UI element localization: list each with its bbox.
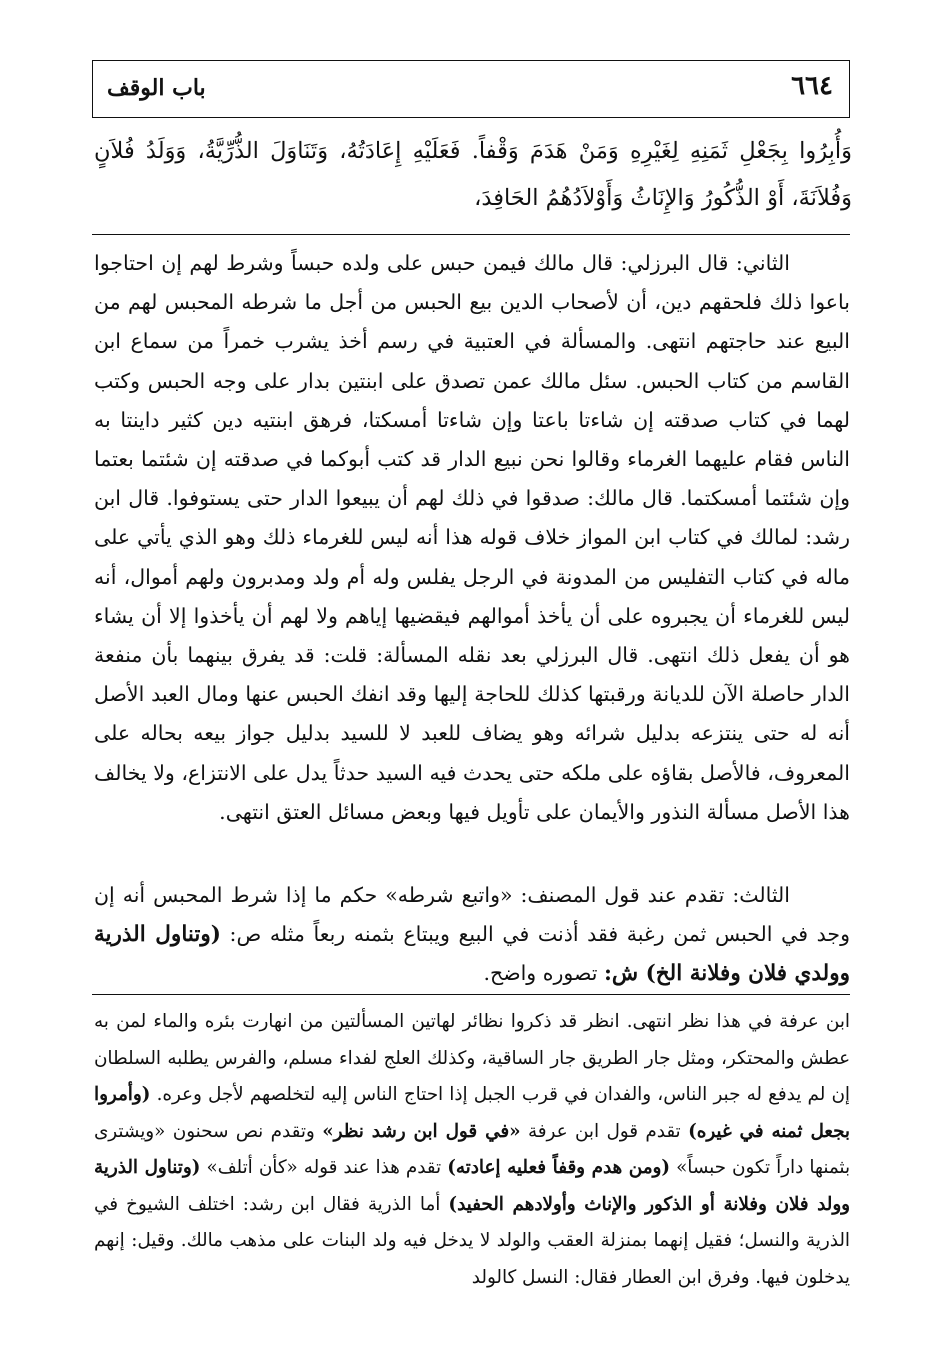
footnote-text-1: ابن عرفة في هذا نظر انتهى. انظر قد ذكروا نظائر لهاتين المسألتين من انهارت بئره والماء لمن به عطش والمحتكر، ومثل جار الطريق جار الساقية، وكذلك العلج لفداء مسلم، والفرس يطلبه السلطان إن لم يدفع له جبر الناس، والفدان في قرب الجبل إذا احتاج الناس إليه لتخلصهم لأجل وعره. (94, 1011, 850, 1105)
third-end: تصوره واضح. (483, 961, 598, 986)
footnote-bold-4: (وتناول الذرية وولد فلان وفلانة أو الذكور والإناث وأولادهم الحفيد) (94, 1157, 850, 1215)
sharh-second (94, 244, 850, 832)
footnote-text-2: تقدم قول ابن عرفة (527, 1120, 681, 1142)
page-number: ٦٦٤ (791, 71, 833, 101)
footnote-divider (92, 994, 850, 995)
footnote-text-5: أما الذرية فقال ابن رشد: اختلف الشيوخ في الذرية والنسل؛ فقيل إنهما بمنزلة العقب والولد لا يدخل فيه ولد البنات على مذهب مالك. وقيل: إنهم يدخلون فيها. وفرق ابن العطار فقال: النسل كالولد (94, 1193, 850, 1288)
footnote-bold-2: «في قول ابن رشد نظر» (322, 1120, 521, 1142)
sharh-third (94, 876, 850, 994)
page-header (92, 60, 850, 118)
chapter-title: باب الوقف (107, 75, 206, 101)
footnote-bold-3: (ومن هدم وقفاً فعليه إعادته) (447, 1157, 670, 1178)
third-bold: (وتناول الذرية وولدي فلان وفلانة الخ) ش: (94, 922, 850, 987)
third-lead: الثالث: تقدم عند قول المصنف: «واتبع شرطه» حكم ما إذا شرط المحبس أنه إن وجد في الحبس ثمن رغبة فقد أذنت في البيع ويبتاع بثمنه ربعاً مثله ص: (94, 883, 850, 947)
footnote-text-3: وتقدم نص سحنون «ويشترى بثمنها داراً تكون حبساً» (94, 1120, 851, 1178)
matn-divider (92, 234, 850, 235)
sharh-paragraph-third (94, 876, 850, 994)
matn-text: وَأُبِرُوا بِجَعْلِ ثَمَنِهِ لِغَيْرِهِ وَمَنْ هَدَمَ وَقْفاً. فَعَلَيْهِ إِعَادَتُهُ، وَتَنَاوَلَ الذُّرِّيَّةُ، وَوَلَدُ فُلاَنٍ وَفُلاَنَةَ، أَوْ الذُّكُورُ وَالإِنَاثُ وَأَوْلاَدُهُمُ الحَافِدَ، (94, 138, 852, 211)
footnote (94, 1004, 850, 1296)
footnote-text-4: تقدم هذا عند قوله «كأن أتلف» (206, 1157, 442, 1178)
sharh-paragraph-second: الثاني: قال البرزلي: قال مالك فيمن حبس على ولده حبساً وشرط لهم إن احتاجوا باعوا ذلك فلحقهم دين، أن لأصحاب الدين بيع الحبس من أجل ما شرطه المحبس لهم من البيع عند حاجتهم انتهى. والمسألة في العتبية في رسم أخذ يشرب خمراً من سماع ابن القاسم من كتاب الحبس. سئل مالك عمن تصدق على ابنتين بدار على وجه الحبس وكتب لهما في كتاب صدقته إن شاءتا باعتا وإن شاءتا أمسكتا، فرهق ابنتيه دين كثير داينتا به الناس فقام عليهما الغرماء وقالوا نحن نبيع الدار قد كتب أبوكما في صدقته إن شئتما بعتما وإن شئتما أمسكتما. قال مالك: صدقوا في ذلك لهم أن يبيعوا الدار حتى يستوفوا. قال ابن رشد: لمالك في كتاب ابن المواز خلاف قوله هذا أنه ليس للغرماء ذلك وهو الذي يأتي على ماله في كتاب التفليس من المدونة في الرجل يفلس وله أم ولد ومدبرون ولهم أموال، أنه ليس للغرماء أن يجبروه على أن يأخذ أموالهم فيقضيها إياهم ولا لهم أن يأخذوا إلا أن يشاء هو أن يفعل ذلك انتهى. قال البرزلي بعد نقله المسألة: قلت: قد يفرق بينهما بأن منفعة الدار حاصلة الآن للديانة ورقبتها كذلك للحاجة إليها وقد انفك الحبس عنها ومال العبد الأصل أنه له حتى ينتزعه بدليل شرائه وهو يضاف للعبد لا للسيد بدليل جواز بيعه بحاله على المعروف، فالأصل بقاؤه على ملكه حتى يحدث فيه السيد حدثاً يدل على الانتزاع، ولا يخالف هذا الأصل مسألة النذور والأيمان على تأويل فيها وبعض مسائل العتق انتهى. (94, 251, 850, 824)
footnote-bold-1: (وأمروا بجعل ثمنه في غيره) (94, 1084, 851, 1142)
footnote-paragraph (94, 1004, 850, 1296)
